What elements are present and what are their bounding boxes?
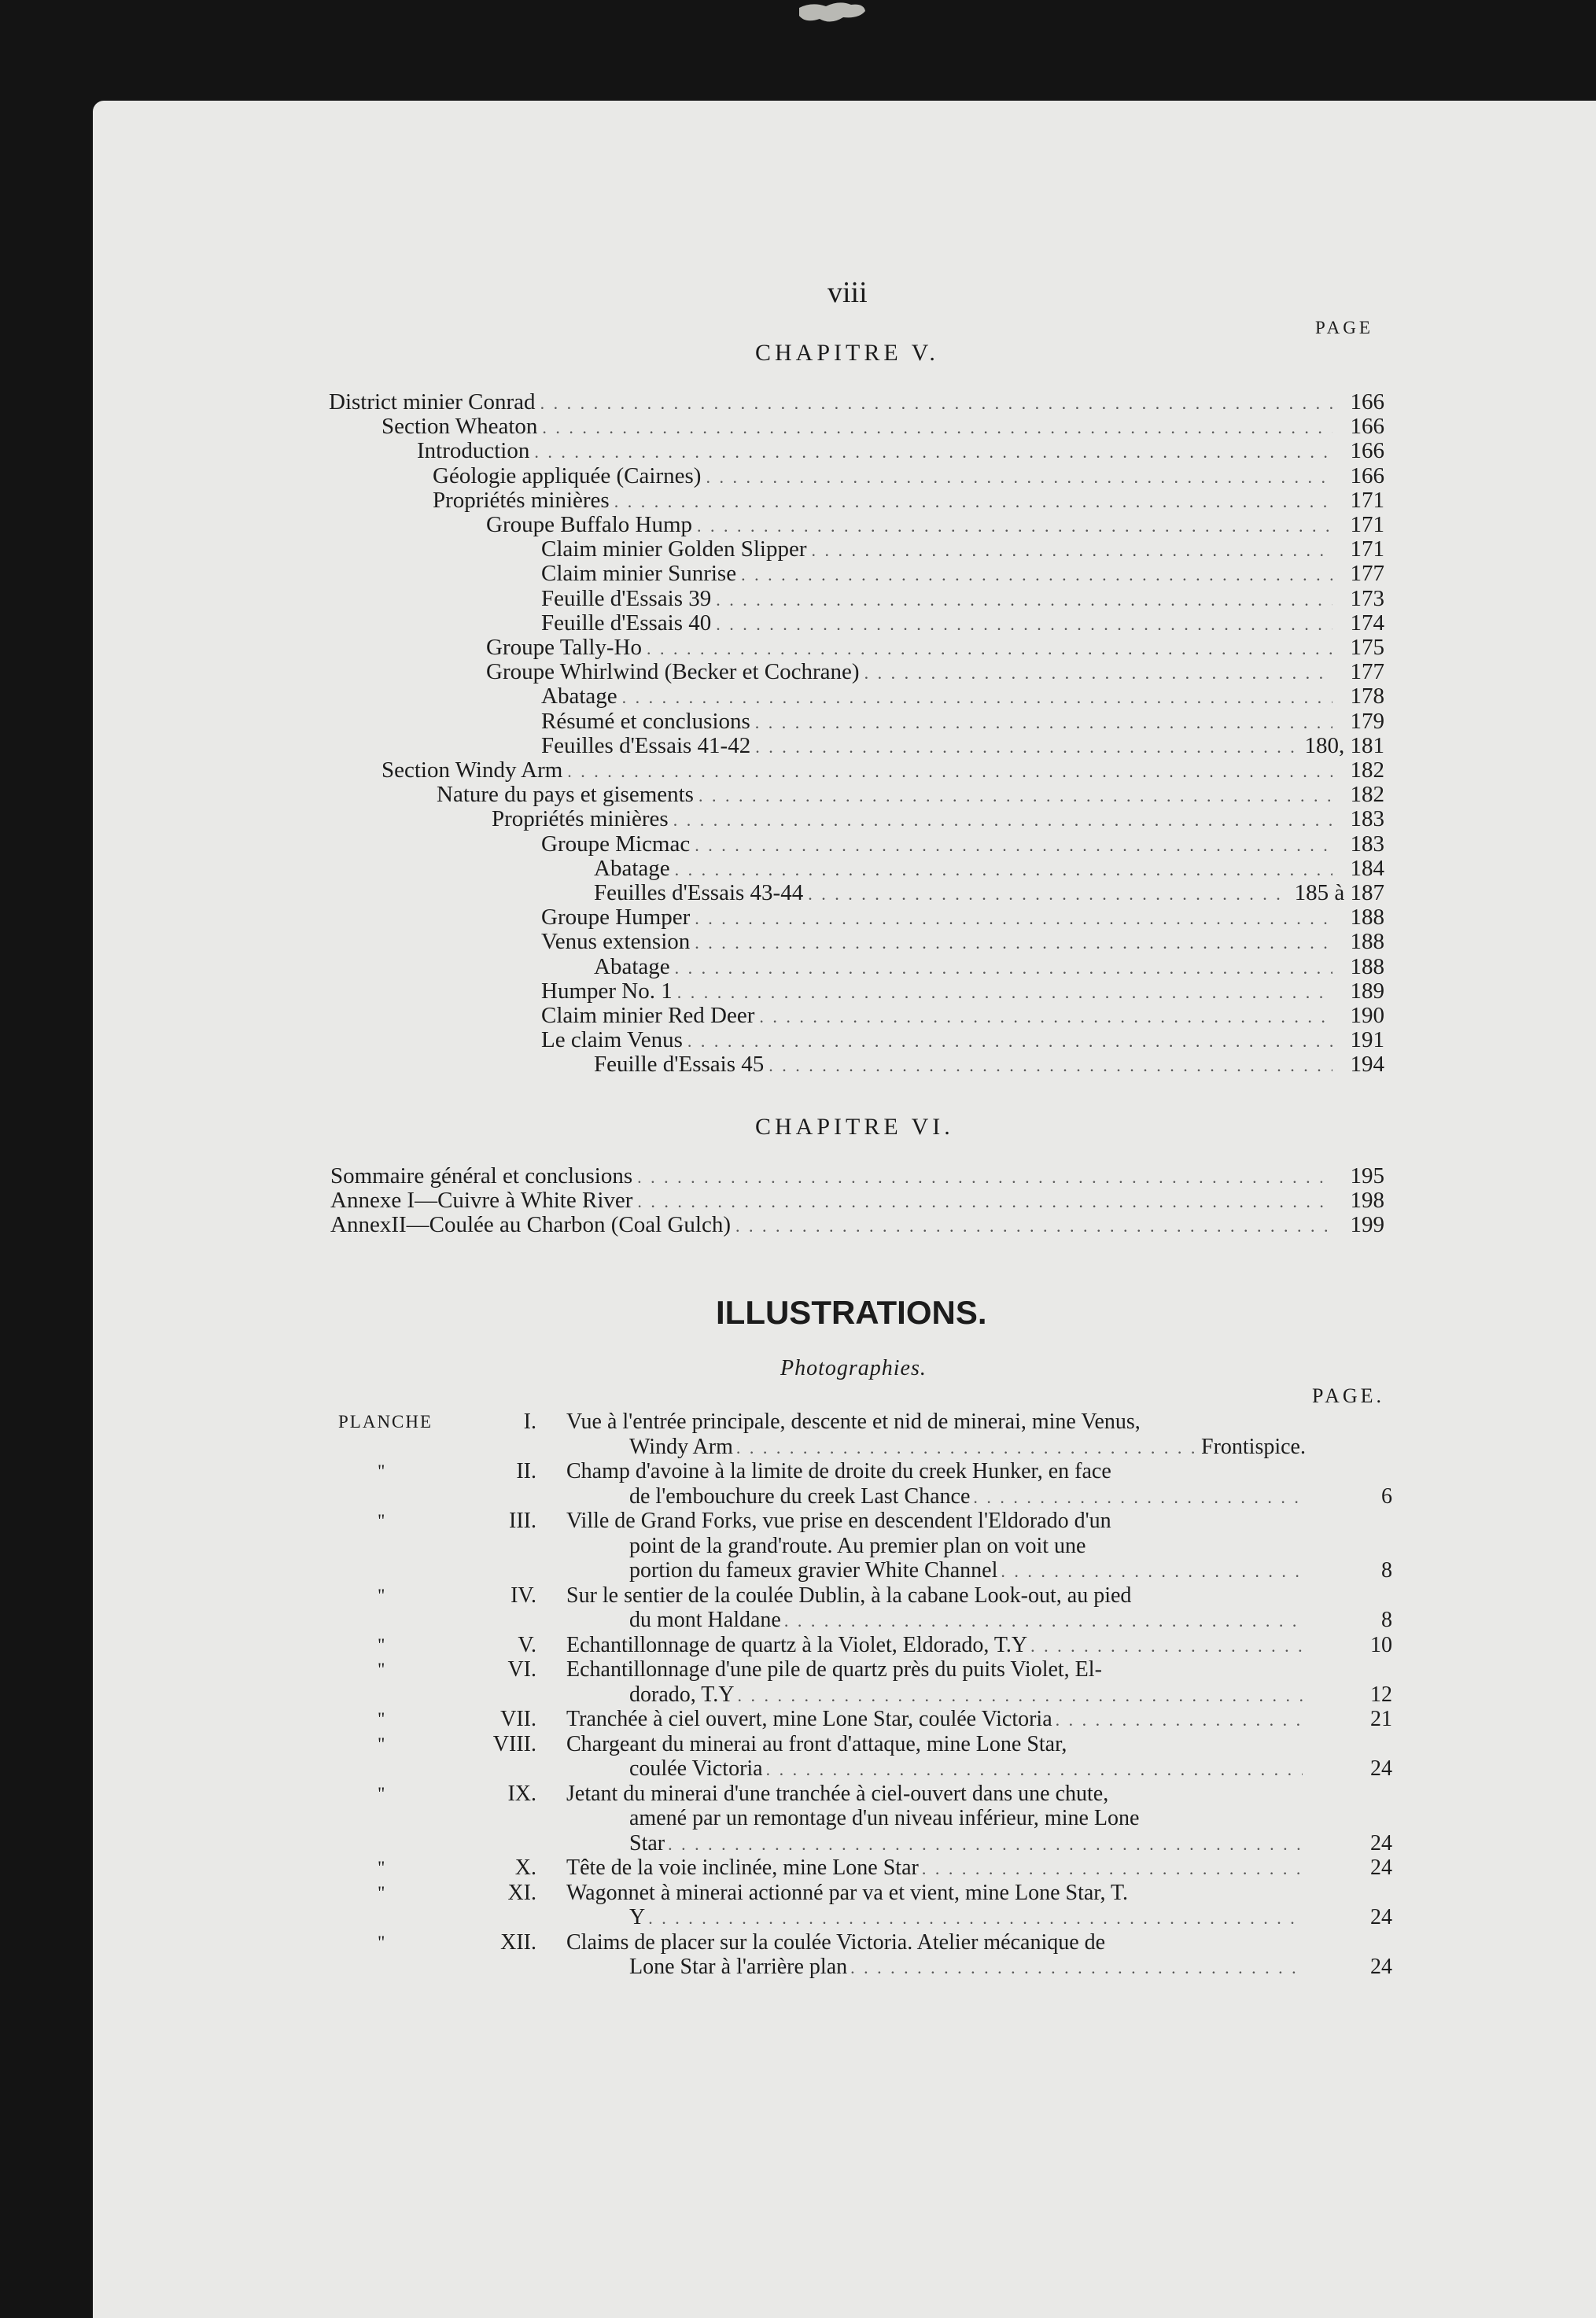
toc-entry-label: Feuille d'Essais 40: [541, 610, 712, 636]
plate-number: I.: [523, 1410, 536, 1434]
caption-text: coulée Victoria: [629, 1756, 763, 1781]
dot-leader: [973, 1485, 1303, 1510]
toc-entry-label: Abatage: [594, 855, 670, 881]
plate-caption: [566, 1881, 1306, 1930]
toc-entry-page: 182: [1350, 757, 1384, 783]
dot-leader: [698, 783, 1332, 808]
caption-text: Wagonnet à minerai actionné par va et vient, mine Lone Star, T.: [566, 1880, 1128, 1905]
plate-number: II.: [516, 1459, 536, 1483]
dot-leader: [622, 685, 1332, 709]
caption-text: Champ d'avoine à la limite de droite du creek Hunker, en face: [566, 1459, 1111, 1483]
toc-entry-page: 188: [1350, 953, 1384, 979]
caption-line: [566, 1707, 1306, 1732]
toc-entry: [594, 881, 1384, 905]
plate-caption: [566, 1782, 1306, 1856]
toc-entry-label: Groupe Tally-Ho: [486, 635, 642, 660]
plate-caption: [566, 1509, 1306, 1583]
dot-leader: [864, 661, 1332, 685]
dot-leader: [668, 1832, 1303, 1857]
caption-line: [566, 1558, 1306, 1583]
toc-entry: [541, 734, 1384, 758]
dot-leader: [716, 612, 1332, 636]
toc-entry-page: 178: [1350, 684, 1384, 709]
plate-number: IV.: [510, 1583, 536, 1608]
caption-line: [566, 1509, 1306, 1534]
toc-entry: [541, 562, 1384, 586]
toc-entry-label: Section Windy Arm: [381, 757, 563, 783]
toc-entry-page: 179: [1350, 708, 1384, 734]
toc-entry: [486, 513, 1384, 537]
dot-leader: [755, 710, 1332, 735]
plate-entry: [338, 1583, 1392, 1633]
plate-page: 10: [1370, 1632, 1392, 1657]
toc-entry-label: Géologie appliquée (Cairnes): [433, 462, 702, 488]
toc-entry-label: Groupe Buffalo Hump: [486, 512, 693, 537]
toc-entry: [433, 488, 1384, 513]
caption-text: point de la grand'route. Au premier plan on voit une: [629, 1533, 1086, 1558]
caption-text: du mont Haldane: [629, 1608, 781, 1632]
toc-entry-label: Claim minier Sunrise: [541, 561, 737, 587]
plate-entry: [338, 1707, 1392, 1732]
plate-page: 24: [1370, 1905, 1392, 1929]
toc-entry-label: Abatage: [594, 953, 670, 979]
toc-entry-page: 198: [1350, 1188, 1384, 1214]
toc-entry: [329, 390, 1384, 415]
plate-entry: [338, 1509, 1392, 1583]
toc-entry-label: Annexe I—Cuivre à White River: [330, 1188, 633, 1214]
plate-label: PLANCHE: [338, 1412, 433, 1432]
toc-entry: [541, 930, 1384, 954]
illustrations-title: ILLUSTRATIONS.: [716, 1294, 987, 1331]
toc-entry-label: Sommaire général et conclusions: [330, 1163, 633, 1188]
toc-entry-page: 194: [1350, 1052, 1384, 1078]
caption-line: [566, 1806, 1306, 1831]
toc-entry-label: Feuille d'Essais 45: [594, 1052, 765, 1078]
toc-entry-label: Abatage: [541, 684, 617, 709]
toc-entry-page: 166: [1350, 462, 1384, 488]
plate-number: VII.: [500, 1707, 536, 1731]
dot-leader: [706, 465, 1332, 489]
toc-entry: [594, 857, 1384, 881]
plate-caption: [566, 1732, 1306, 1782]
ditto-mark: ": [378, 1858, 387, 1878]
plate-caption: [566, 1707, 1306, 1732]
dot-leader: [677, 980, 1332, 1004]
plate-caption: [566, 1657, 1306, 1707]
caption-line: [566, 1732, 1306, 1757]
caption-text: Vue à l'entrée principale, descente et nid de minerai, mine Venus,: [566, 1410, 1141, 1434]
toc-entry: [541, 979, 1384, 1004]
folio-number: viii: [827, 276, 868, 309]
plate-page: 6: [1381, 1483, 1392, 1509]
toc-entry: [417, 439, 1384, 463]
ditto-mark: ": [378, 1932, 387, 1952]
toc-entry: [541, 1028, 1384, 1052]
caption-line: [566, 1459, 1306, 1484]
toc-entry-label: Feuilles d'Essais 43-44: [594, 880, 804, 905]
ditto-mark: ": [378, 1511, 387, 1531]
plate-entry: [338, 1459, 1392, 1509]
toc-entry-page: 195: [1350, 1163, 1384, 1188]
caption-line: [566, 1831, 1306, 1856]
dot-leader: [695, 931, 1332, 955]
caption-text: Echantillonnage d'une pile de quartz près du puits Violet, El-: [566, 1657, 1102, 1682]
caption-line: [566, 1930, 1306, 1955]
toc-entry: [437, 783, 1384, 807]
toc-entry: [541, 537, 1384, 562]
dot-leader: [695, 906, 1332, 931]
dot-leader: [755, 735, 1299, 759]
plate-page: Frontispice.: [1201, 1434, 1306, 1459]
toc-entry-label: Claim minier Golden Slipper: [541, 536, 807, 562]
caption-text: Tranchée à ciel ouvert, mine Lone Star, coulée Victoria: [566, 1707, 1052, 1731]
dot-leader: [735, 1214, 1332, 1238]
toc-entry: [541, 587, 1384, 611]
toc-entry: [492, 807, 1384, 831]
caption-line: [566, 1756, 1306, 1782]
caption-text: Chargeant du minerai au front d'attaque, mine Lone Star,: [566, 1731, 1067, 1756]
dot-leader: [614, 489, 1332, 514]
caption-line: [566, 1955, 1306, 1980]
ditto-mark: ": [378, 1783, 387, 1804]
toc-entry: [541, 1004, 1384, 1028]
page-column-header: PAGE: [1315, 318, 1373, 337]
plate-page: 24: [1370, 1756, 1392, 1781]
illustrations-subtitle: Photographies.: [780, 1356, 927, 1380]
dot-leader: [784, 1609, 1303, 1634]
toc-entry-page: 184: [1350, 855, 1384, 881]
toc-entry-page: 191: [1350, 1027, 1384, 1053]
caption-line: [566, 1633, 1306, 1658]
ink-blot: [796, 0, 867, 27]
toc-entry-page: 166: [1350, 414, 1384, 440]
caption-line: [566, 1856, 1306, 1881]
dot-leader: [675, 956, 1332, 980]
caption-text: Jetant du minerai d'une tranchée à ciel-ouvert dans une chute,: [566, 1781, 1109, 1806]
toc-entry: [330, 1188, 1384, 1213]
illustrations-page-header: PAGE.: [1312, 1384, 1385, 1407]
toc-entry: [541, 611, 1384, 636]
caption-line: [566, 1534, 1306, 1559]
toc-entry: [486, 660, 1384, 684]
toc-entry: [594, 955, 1384, 979]
plate-page: 8: [1381, 1558, 1392, 1583]
dot-leader: [567, 759, 1332, 783]
toc-entry: [486, 636, 1384, 660]
plate-number: XI.: [507, 1880, 536, 1905]
dot-leader: [1001, 1559, 1303, 1584]
dot-leader: [697, 514, 1332, 538]
plate-number: V.: [518, 1632, 536, 1657]
toc-entry-page: 177: [1350, 561, 1384, 587]
toc-entry-page: 173: [1350, 585, 1384, 611]
caption-text: Star: [629, 1830, 665, 1856]
toc-entry-label: Propriétés minières: [433, 487, 610, 513]
plate-caption: [566, 1930, 1306, 1980]
ditto-mark: ": [378, 1709, 387, 1729]
toc-entry-page: 185 à 187: [1294, 880, 1384, 905]
plate-caption: [566, 1633, 1306, 1658]
toc-entry-label: Nature du pays et gisements: [437, 782, 694, 808]
dot-leader: [534, 440, 1332, 464]
caption-text: Tête de la voie inclinée, mine Lone Star: [566, 1856, 919, 1880]
plate-number: IX.: [507, 1781, 536, 1806]
caption-line: [566, 1410, 1306, 1435]
dot-leader: [850, 1955, 1303, 1981]
caption-text: Y: [629, 1905, 646, 1929]
caption-line: [566, 1435, 1306, 1460]
toc-entry: [381, 758, 1384, 783]
plate-number: X.: [514, 1856, 536, 1880]
plate-page: 21: [1370, 1707, 1392, 1731]
caption-text: Echantillonnage de quartz à la Violet, Eldorado, T.Y: [566, 1632, 1028, 1657]
plate-page: 12: [1370, 1682, 1392, 1707]
plate-entry: [338, 1881, 1392, 1930]
dot-leader: [647, 636, 1332, 661]
dot-leader: [759, 1004, 1332, 1029]
plate-page: 24: [1370, 1856, 1392, 1880]
toc-entry-page: 175: [1350, 635, 1384, 660]
toc-entry-label: Humper No. 1: [541, 978, 673, 1004]
dot-leader: [811, 538, 1332, 562]
dot-leader: [673, 808, 1332, 832]
toc-entry-page: 171: [1350, 536, 1384, 562]
dot-leader: [540, 391, 1332, 415]
plate-entry: [338, 1410, 1392, 1459]
toc-entry-page: 190: [1350, 1003, 1384, 1028]
plate-caption: [566, 1583, 1306, 1633]
plate-number: VIII.: [492, 1731, 536, 1756]
toc-entry-label: AnnexII—Coulée au Charbon (Coal Gulch): [330, 1212, 731, 1238]
toc-entry-label: Feuilles d'Essais 41-42: [541, 732, 751, 758]
caption-text: Sur le sentier de la coulée Dublin, à la cabane Look-out, au pied: [566, 1583, 1132, 1608]
toc-entry-label: Groupe Micmac: [541, 831, 691, 857]
toc-entry: [541, 832, 1384, 857]
plate-caption: [566, 1410, 1306, 1459]
toc-entry-page: 183: [1350, 831, 1384, 857]
toc-entry-page: 171: [1350, 487, 1384, 513]
toc-entry-page: 174: [1350, 610, 1384, 636]
dot-leader: [808, 882, 1289, 906]
plate-number: III.: [509, 1509, 536, 1533]
plate-page: 8: [1381, 1608, 1392, 1632]
toc-entry: [433, 464, 1384, 488]
caption-line: [566, 1905, 1306, 1930]
dot-leader: [687, 1029, 1332, 1053]
toc-entry-label: Résumé et conclusions: [541, 708, 750, 734]
toc-entry-page: 180, 181: [1304, 732, 1384, 758]
caption-text: Claims de placer sur la coulée Victoria. Atelier mécanique de: [566, 1929, 1106, 1955]
toc-entry: [541, 905, 1384, 930]
dot-leader: [637, 1165, 1332, 1189]
toc-entry-page: 188: [1350, 929, 1384, 955]
dot-leader: [738, 1683, 1303, 1708]
dot-leader: [675, 857, 1332, 882]
ditto-mark: ": [378, 1734, 387, 1754]
dot-leader: [1056, 1708, 1303, 1733]
toc-entry-page: 199: [1350, 1212, 1384, 1238]
toc-entry: [594, 1052, 1384, 1077]
toc-entry-page: 171: [1350, 512, 1384, 537]
toc-entry-page: 182: [1350, 782, 1384, 808]
plate-page: 24: [1370, 1830, 1392, 1856]
toc-entry: [330, 1164, 1384, 1188]
plate-entry: [338, 1930, 1392, 1980]
plate-entry: [338, 1856, 1392, 1881]
toc-entry-page: 183: [1350, 806, 1384, 832]
caption-text: Windy Arm: [629, 1434, 733, 1459]
chapter-v-heading: CHAPITRE V.: [755, 340, 939, 366]
plate-entry: [338, 1657, 1392, 1707]
caption-text: dorado, T.Y: [629, 1682, 735, 1707]
toc-entry: [330, 1213, 1384, 1237]
ditto-mark: ": [378, 1882, 387, 1903]
caption-line: [566, 1881, 1306, 1906]
caption-text: Ville de Grand Forks, vue prise en descendent l'Eldorado d'un: [566, 1509, 1111, 1533]
toc-entry-label: Groupe Humper: [541, 905, 691, 931]
dot-leader: [637, 1189, 1332, 1214]
toc-entry-label: Venus extension: [541, 929, 691, 955]
plate-caption: [566, 1856, 1306, 1881]
dot-leader: [736, 1435, 1198, 1461]
toc-entry-label: Introduction: [417, 438, 530, 464]
ditto-mark: ": [378, 1634, 387, 1655]
ditto-mark: ": [378, 1585, 387, 1605]
caption-line: [566, 1657, 1306, 1682]
dot-leader: [741, 562, 1332, 587]
toc-entry: [541, 709, 1384, 734]
toc-entry-page: 177: [1350, 659, 1384, 685]
chapter-vi-heading: CHAPITRE VI.: [755, 1114, 954, 1140]
caption-line: [566, 1682, 1306, 1708]
plate-entry: [338, 1782, 1392, 1856]
dot-leader: [769, 1053, 1332, 1078]
caption-text: amené par un remontage d'un niveau inférieur, mine Lone: [629, 1806, 1140, 1830]
toc-entry-label: Feuille d'Essais 39: [541, 585, 712, 611]
plate-entry: [338, 1732, 1392, 1782]
toc-entry-label: Section Wheaton: [381, 414, 538, 440]
ditto-mark: ": [378, 1660, 387, 1679]
toc-entry-page: 166: [1350, 389, 1384, 415]
dot-leader: [695, 833, 1332, 857]
plate-entry: [338, 1633, 1392, 1658]
caption-text: portion du fameux gravier White Channel: [629, 1558, 998, 1583]
dot-leader: [648, 1906, 1303, 1931]
toc-entry-page: 189: [1350, 978, 1384, 1004]
toc-entry-label: Groupe Whirlwind (Becker et Cochrane): [486, 659, 860, 685]
toc-entry: [381, 415, 1384, 439]
dot-leader: [716, 588, 1332, 612]
toc-entry-label: Claim minier Red Deer: [541, 1003, 755, 1028]
caption-line: [566, 1583, 1306, 1609]
plate-caption: [566, 1459, 1306, 1509]
plate-number: XII.: [500, 1929, 536, 1955]
plate-number: VI.: [507, 1657, 536, 1682]
plate-page: 24: [1370, 1955, 1392, 1979]
caption-line: [566, 1484, 1306, 1509]
caption-text: de l'embouchure du creek Last Chance: [629, 1483, 971, 1509]
dot-leader: [766, 1757, 1303, 1782]
toc-entry-page: 188: [1350, 905, 1384, 931]
dot-leader: [922, 1856, 1303, 1881]
caption-line: [566, 1782, 1306, 1807]
toc-entry: [541, 684, 1384, 709]
toc-entry-label: District minier Conrad: [329, 389, 536, 415]
dot-leader: [1030, 1634, 1303, 1659]
caption-line: [566, 1608, 1306, 1633]
ditto-mark: ": [378, 1461, 387, 1481]
caption-text: Lone Star à l'arrière plan: [629, 1955, 848, 1979]
toc-entry-label: Propriétés minières: [492, 806, 669, 832]
toc-entry-label: Le claim Venus: [541, 1027, 683, 1053]
dot-leader: [542, 415, 1332, 440]
toc-entry-page: 166: [1350, 438, 1384, 464]
